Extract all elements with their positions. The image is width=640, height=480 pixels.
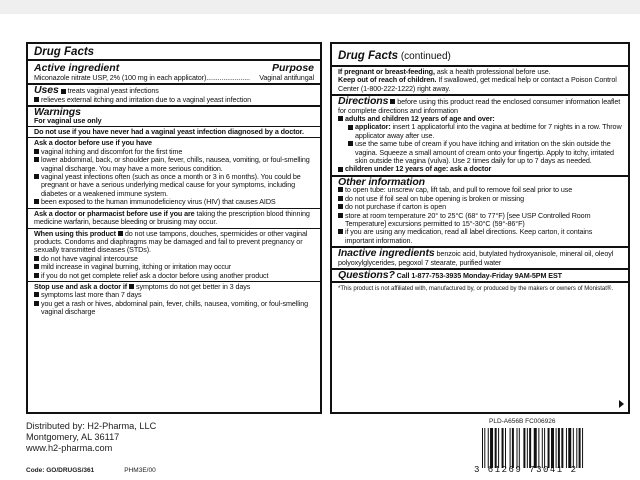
distributor-block — [26, 421, 156, 454]
other-info-item: if you are using any medication, read all label directions. Keep carton, it contains important information. — [345, 227, 593, 245]
bullet-square-icon — [34, 256, 39, 261]
barcode-number: 3 61269 73041 2 — [474, 465, 578, 475]
ask-doctor-heading: Ask a doctor before use if you have — [34, 138, 152, 148]
bullet-square-icon — [338, 167, 343, 172]
product-code: Code: GO/DRUGS/361 — [26, 467, 95, 474]
bullet-square-icon — [338, 116, 343, 121]
drug-facts-continued-title: Drug Facts — [338, 50, 399, 62]
ask-doctor-item: lower abdominal, back, or shoulder pain, fever, chills, nausea, vomiting, or foul-smelling vaginal discharge. You may have a more serious condition. — [41, 155, 310, 173]
bullet-square-icon — [338, 187, 343, 192]
keep-out-text: If swallowed, get medical help or contact a Poison Control Center (1-800-222-1222) right away. — [338, 75, 617, 93]
other-info-item: do not purchase if carton is open — [345, 202, 446, 212]
continued-label: (continued) — [398, 51, 451, 62]
pregnant-text: ask a health professional before use. — [434, 67, 551, 76]
when-using-item: do not have vaginal intercourse — [41, 253, 138, 263]
directions-intro: before using this product read the enclosed consumer information leaflet for complete directions and information — [338, 97, 621, 115]
bullet-square-icon — [61, 89, 66, 94]
ask-doctor-item: vaginal yeast infections often (such as once a month or 3 in 6 months). You could be pregnant or have a serious underlying medical cause for your symptoms, including diabetes or a weakened immune system. — [41, 172, 301, 198]
other-information-heading: Other information — [338, 175, 425, 188]
ask-doctor-item: been exposed to the human immunodeficiency virus (HIV) that causes AIDS — [41, 197, 276, 207]
uses-item: relieves external itching and irritation due to a vaginal yeast infection — [41, 94, 252, 104]
lot-code: PLD-A656B FC006926 — [489, 418, 556, 425]
other-info-item: store at room temperature 20° to 25°C (68° to 77°F) [see USP Controlled Room Temperature] excursions permitted to 15°-30°C (59°-86°F) — [345, 210, 591, 228]
bullet-square-icon — [34, 157, 39, 162]
bullet-square-icon — [118, 231, 123, 236]
adults-heading: adults and children 12 years of age and over: — [345, 114, 495, 124]
other-info-item: do not use if foil seal on tube opening is broken or missing — [345, 193, 524, 203]
bullet-square-icon — [348, 141, 353, 146]
distributor-website: www.h2-pharma.com — [26, 443, 113, 453]
code-line — [26, 467, 156, 474]
pregnant-heading: If pregnant or breast-feeding, — [338, 67, 435, 76]
stop-use-heading: Stop use and ask a doctor if — [34, 281, 128, 291]
do-not-use-warning: Do not use if you have never had a vaginal yeast infection diagnosed by a doctor. — [34, 127, 304, 137]
applicator-text: insert 1 applicatorful into the vagina at bedtime for 7 nights in a row. Throw applicator away after use. — [355, 122, 622, 140]
vaginal-use-only: For vaginal use only — [34, 115, 102, 125]
drug-facts-title: Drug Facts — [34, 46, 95, 58]
stop-use-item: you get a rash or hives, abdominal pain, fever, chills, nausea, vomiting, or foul-smelling vaginal discharge — [41, 298, 309, 317]
when-using-item: mild increase in vaginal burning, itching or irritation may occur — [41, 262, 232, 272]
phm-code: PHM3E/00 — [124, 467, 156, 474]
continue-arrow-icon — [619, 400, 624, 408]
bullet-square-icon — [34, 174, 39, 179]
when-using-item: if you do not get complete relief ask a doctor before using another product — [41, 270, 269, 280]
questions-heading: Questions? — [338, 268, 395, 281]
ingredient-line: Miconazole nitrate USP, 2% (100 mg in each applicator)....................... — [34, 73, 250, 82]
bullet-square-icon — [348, 125, 353, 130]
uses-item: treats vaginal yeast infections — [67, 86, 159, 96]
purpose-heading: Purpose — [271, 62, 314, 74]
distributed-by: Distributed by: H2-Pharma, LLC — [26, 421, 157, 431]
drug-facts-panel-right — [330, 42, 630, 414]
bullet-square-icon — [34, 292, 39, 297]
bullet-square-icon — [34, 199, 39, 204]
inactive-ingredients-heading: Inactive ingredients — [338, 247, 435, 260]
warnings-heading: Warnings — [34, 106, 81, 119]
bullet-square-icon — [34, 273, 39, 278]
ask-pharmacist-heading: Ask a doctor or pharmacist before use if you are — [34, 208, 195, 218]
directions-heading: Directions — [338, 95, 389, 108]
bullet-square-icon — [34, 264, 39, 269]
bullet-square-icon — [129, 284, 134, 289]
distributor-city: Montgomery, AL 36117 — [26, 432, 120, 442]
keep-out-heading: Keep out of reach of children. — [338, 75, 437, 85]
applicator-label: applicator: — [355, 122, 391, 132]
bullet-square-icon — [34, 301, 39, 306]
inactive-ingredients-text: benzoic acid, butylated hydroxyanisole, mineral oil, oleoyl polyoxylglycerides, pegoxol 7 stearate, purified water — [338, 249, 614, 267]
other-info-item: to open tube: unscrew cap, lift tab, and pull to remove foil seal prior to use — [345, 185, 573, 195]
uses-heading: Uses — [34, 84, 59, 97]
bullet-square-icon — [338, 196, 343, 201]
bullet-square-icon — [338, 229, 343, 234]
cream-text: use the same tube of cream if you have itching and irritation on the skin outside the vagina. Squeeze a small amount of cream onto your fingertip. Apply to itchy, irritated skin outside the vagina (vulva). Use 2 times daily for up to 7 days as needed. — [355, 139, 614, 166]
when-using-heading: When using this product — [34, 228, 116, 238]
active-ingredient-heading: Active ingredient — [34, 62, 120, 74]
when-using-item: do not use tampons, douches, spermicides or other vaginal products. Condoms and diaphragms may be damaged and fail to prevent pregnancy or sexually transmitted diseases (STDs). — [34, 228, 308, 255]
footnote: *This product is not affiliated with, manufactured by, or produced by the makers or owners of Monistat®. — [338, 286, 613, 293]
bullet-square-icon — [34, 97, 39, 102]
stop-use-item: symptoms do not get better in 3 days — [135, 281, 251, 291]
children-under-12: children under 12 years of age: ask a doctor — [345, 164, 492, 174]
drug-facts-panel-left — [26, 42, 322, 414]
barcode-icon — [480, 428, 630, 468]
bullet-square-icon — [338, 213, 343, 218]
bullet-square-icon — [390, 99, 395, 104]
ask-pharmacist-text: taking the prescription blood thinning medicine warfarin, because bleeding or bruising may occur. — [34, 208, 310, 227]
ask-doctor-item: vaginal itching and discomfort for the first time — [41, 146, 183, 156]
top-background-band — [0, 0, 640, 14]
purpose-value: Vaginal antifungal — [259, 73, 314, 82]
questions-phone: Call 1-877-753-3935 Monday-Friday 9AM-5PM EST — [396, 270, 562, 280]
bullet-square-icon — [338, 204, 343, 209]
bullet-square-icon — [34, 149, 39, 154]
stop-use-item: symptoms last more than 7 days — [41, 290, 142, 300]
